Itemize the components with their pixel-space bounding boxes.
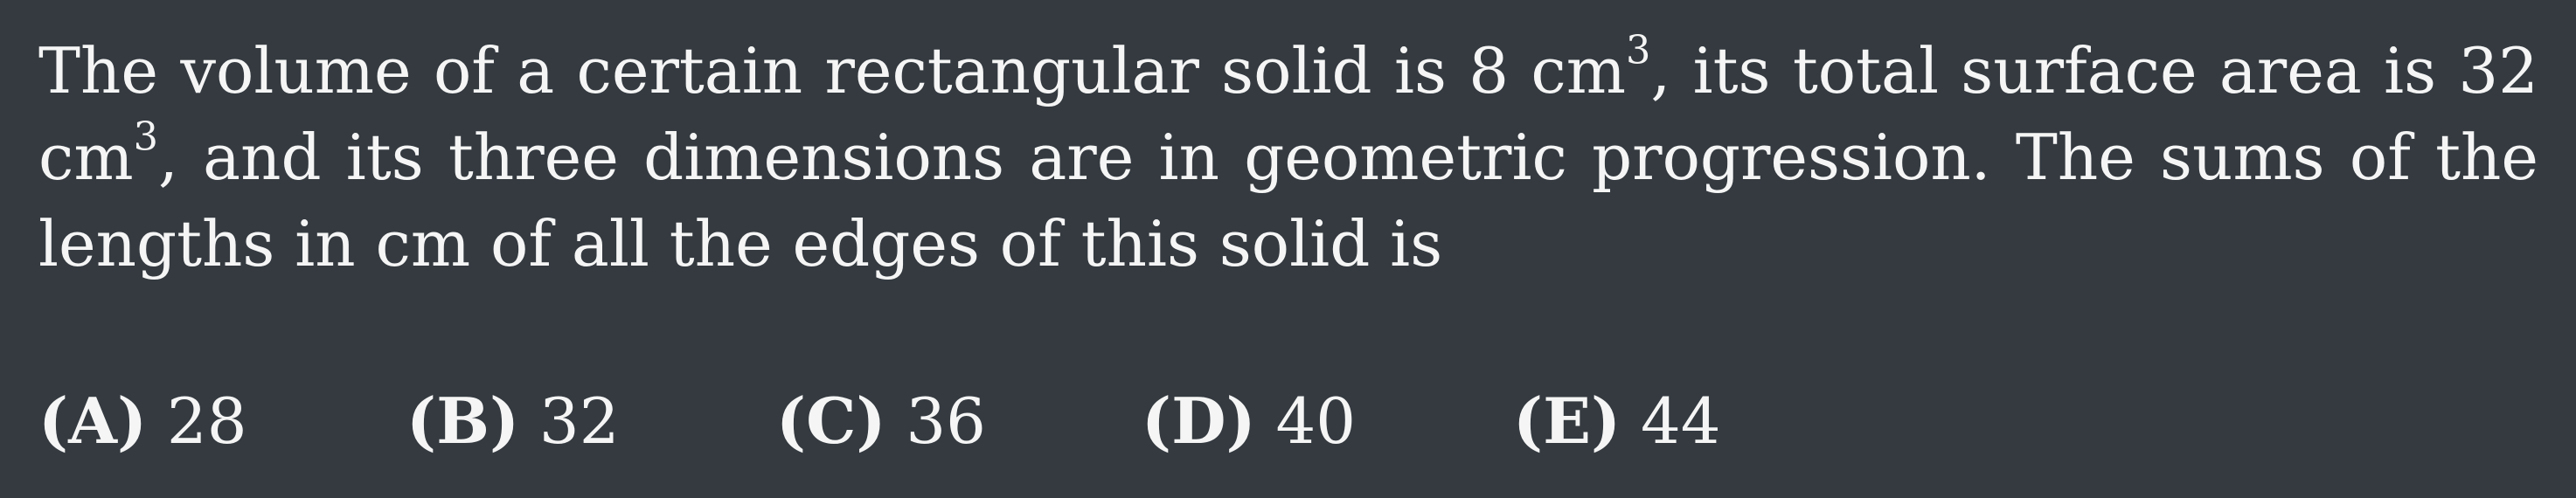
- choice-b-label: (B): [406, 384, 520, 458]
- choice-e-letter: E: [1543, 384, 1591, 458]
- choice-d-letter: D: [1171, 384, 1226, 458]
- choice-c-value: 36: [906, 384, 986, 458]
- choice-b-value: 32: [538, 384, 620, 458]
- choice-a-letter: A: [68, 384, 117, 458]
- choice-b[interactable]: [406, 377, 620, 465]
- choice-c[interactable]: [776, 377, 986, 465]
- choice-b-letter: B: [436, 384, 490, 458]
- answer-choices: [0, 377, 2576, 465]
- choice-d-label: (D): [1142, 384, 1256, 458]
- choice-c-letter: C: [806, 384, 857, 458]
- problem-exponent-2: 3: [133, 114, 159, 160]
- choice-a-label: (A): [38, 384, 148, 458]
- choice-e[interactable]: [1513, 377, 1721, 465]
- choice-a-value: 28: [166, 384, 247, 458]
- choice-d[interactable]: [1142, 377, 1356, 465]
- problem-text-part-2: , its total surface area is 32 cm: [38, 34, 2538, 194]
- choice-e-value: 44: [1640, 384, 1721, 458]
- problem-exponent-1: 3: [1625, 27, 1651, 73]
- problem-text-part-1: The volume of a certain rectangular solid is 8 cm: [38, 34, 1626, 107]
- problem-text-part-3: , and its three dimensions are in geometric progression. The sums of the lengths in cm of all the edges of this solid is: [38, 121, 2538, 280]
- choice-c-label: (C): [776, 384, 886, 458]
- choice-d-value: 40: [1275, 384, 1357, 458]
- problem-statement: [38, 28, 2538, 287]
- choice-a[interactable]: [38, 377, 247, 465]
- choice-e-label: (E): [1513, 384, 1621, 458]
